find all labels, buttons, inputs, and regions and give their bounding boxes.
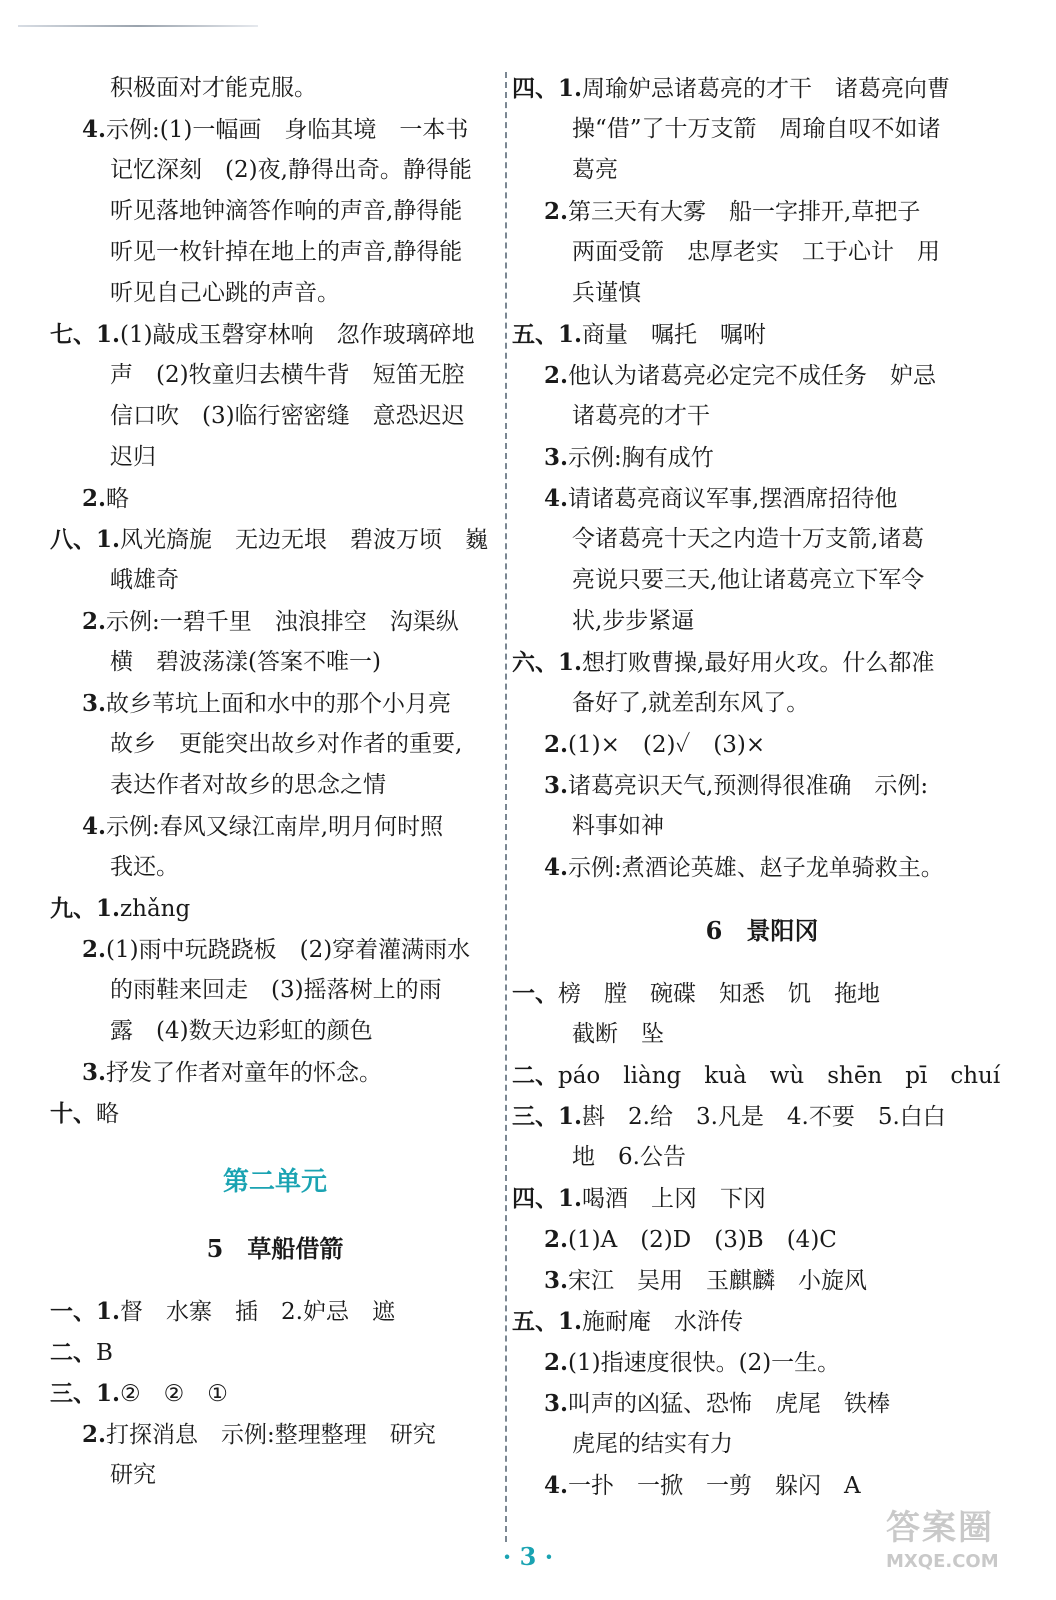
- question-number: 4.: [544, 485, 569, 512]
- left-answer-list: [50, 68, 500, 1134]
- answer-text: 他认为诸葛亮必定完不成任务 妒忌: [568, 363, 937, 389]
- answer-text: 虎尾的结实有力: [572, 1431, 733, 1457]
- watermark-logo: 答案圈: [886, 1508, 994, 1548]
- answer-text: 周瑜妒忌诸葛亮的才干 诸葛亮向曹: [582, 76, 951, 102]
- answer-line: [50, 724, 500, 765]
- answer-line: [512, 1219, 1012, 1260]
- answer-line: [50, 1291, 500, 1332]
- question-number: 四、1.: [512, 75, 583, 102]
- answer-line: [512, 150, 1012, 191]
- lesson5-answer-list: [50, 1291, 500, 1496]
- answer-text: 故乡苇坑上面和水中的那个小月亮: [106, 691, 452, 717]
- answer-text: 斟 2.给 3.凡是 4.不要 5.白白: [582, 1104, 946, 1130]
- column-divider: [505, 72, 507, 1542]
- answer-text: 听见一枚针掉在地上的声音,静得能: [110, 239, 463, 265]
- answer-line: [50, 560, 500, 601]
- answer-line: [512, 560, 1012, 601]
- answer-line: [512, 314, 1012, 355]
- answer-line: [50, 109, 500, 150]
- answer-text: 示例:一碧千里 浊浪排空 沟渠纵: [106, 609, 459, 635]
- answer-text: (1)指速度很快。(2)一生。: [568, 1350, 841, 1376]
- question-number: 3.: [544, 772, 569, 799]
- answer-text: 横 碧波荡漾(答案不唯一): [110, 649, 381, 675]
- answer-text: 故乡 更能突出故乡对作者的重要,: [110, 731, 463, 757]
- answer-text: 记忆深刻 (2)夜,静得出奇。静得能: [110, 157, 472, 183]
- question-number: 4.: [82, 813, 107, 840]
- answer-text: 喝酒 上冈 下冈: [582, 1186, 767, 1212]
- answer-line: [512, 973, 1012, 1014]
- question-number: 三、1.: [50, 1380, 121, 1407]
- answer-line: [512, 396, 1012, 437]
- unit-title: 第二单元: [222, 1167, 327, 1197]
- question-number: 2.: [82, 936, 107, 963]
- answer-line: [512, 232, 1012, 273]
- answer-text: 备好了,就差刮东风了。: [572, 690, 810, 716]
- answer-text: (1)雨中玩跷跷板 (2)穿着灌满雨水: [106, 937, 471, 963]
- answer-line: [50, 1414, 500, 1455]
- question-number: 2.: [544, 362, 569, 389]
- question-number: 2.: [82, 485, 107, 512]
- answer-line: [50, 847, 500, 888]
- answer-text: 听见落地钟滴答作响的声音,静得能: [110, 198, 463, 224]
- answer-text: 示例:煮酒论英雄、赵子龙单骑救主。: [568, 855, 944, 881]
- question-number: 3.: [544, 444, 569, 471]
- question-number: 九、1.: [50, 895, 121, 922]
- answer-line: [512, 1301, 1012, 1342]
- answer-text: 示例:(1)一幅画 身临其境 一本书: [106, 117, 469, 143]
- answer-text: 我还。: [110, 854, 179, 880]
- answer-line: [512, 437, 1012, 478]
- answer-line: [50, 396, 500, 437]
- answer-text: 的雨鞋来回走 (3)摇落树上的雨: [110, 977, 442, 1003]
- answer-line: [50, 806, 500, 847]
- answer-text: 迟归: [110, 444, 156, 470]
- question-number: 2.: [82, 608, 107, 635]
- right-answer-list: [512, 68, 1012, 888]
- question-number: 2.: [544, 731, 569, 758]
- answer-text: 令诸葛亮十天之内造十万支箭,诸葛: [572, 526, 925, 552]
- lesson6-answer-list: [512, 973, 1012, 1506]
- answer-line: [512, 1342, 1012, 1383]
- right-column: [512, 68, 1012, 1506]
- answer-text: 请诸葛亮商议军事,摆酒席招待他: [568, 486, 898, 512]
- answer-text: páo liàng kuà wù shēn pī chuí: [558, 1063, 1001, 1089]
- question-number: 3.: [544, 1390, 569, 1417]
- answer-text: 抒发了作者对童年的怀念。: [106, 1060, 383, 1086]
- answer-line: [50, 601, 500, 642]
- answer-text: 打探消息 示例:整理整理 研究: [106, 1422, 436, 1448]
- answer-text: 操“借”了十万支箭 周瑜自叹不如诸: [572, 116, 941, 142]
- question-number: 三、1.: [512, 1103, 583, 1130]
- answer-line: [50, 1332, 500, 1373]
- answer-text: 峨雄奇: [110, 567, 179, 593]
- answer-text: 亮说只要三天,他让诸葛亮立下军令: [572, 567, 925, 593]
- answer-text: 诸葛亮的才干: [572, 403, 710, 429]
- answer-text: 诸葛亮识天气,预测得很准确 示例:: [568, 773, 929, 799]
- answer-line: [512, 1424, 1012, 1465]
- answer-text: 声 (2)牧童归去横牛背 短笛无腔: [110, 362, 465, 388]
- answer-line: [50, 1052, 500, 1093]
- answer-line: [512, 765, 1012, 806]
- answer-text: 督 水寨 插 2.妒忌 遮: [120, 1299, 395, 1325]
- answer-line: [50, 68, 500, 109]
- answer-text: 积极面对才能克服。: [110, 75, 317, 101]
- answer-line: [512, 1178, 1012, 1219]
- answer-text: 兵谨慎: [572, 280, 641, 306]
- answer-text: 第三天有大雾 船一字排开,草把子: [568, 199, 921, 225]
- answer-line: [50, 273, 500, 314]
- answer-text: B: [96, 1340, 113, 1366]
- question-number: 四、1.: [512, 1185, 583, 1212]
- answer-line: [512, 355, 1012, 396]
- lesson6-title: 6 景阳冈: [705, 916, 819, 945]
- question-number: 二、: [512, 1062, 558, 1089]
- answer-line: [512, 519, 1012, 560]
- answer-text: 状,步步紧逼: [572, 608, 695, 634]
- answer-line: [50, 314, 500, 355]
- answer-text: zhǎng: [120, 896, 191, 922]
- answer-line: [50, 355, 500, 396]
- answer-line: [50, 929, 500, 970]
- answer-line: [512, 642, 1012, 683]
- question-number: 六、1.: [512, 649, 583, 676]
- answer-line: [50, 970, 500, 1011]
- answer-text: 略: [106, 486, 130, 512]
- answer-line: [512, 1096, 1012, 1137]
- answer-text: 略: [96, 1101, 119, 1127]
- answer-line: [50, 437, 500, 478]
- question-number: 一、1.: [50, 1298, 121, 1325]
- answer-text: 听见自己心跳的声音。: [110, 280, 340, 306]
- question-number: 4.: [82, 116, 107, 143]
- answer-text: 截断 坠: [572, 1021, 664, 1047]
- answer-text: 宋江 吴用 玉麒麟 小旋风: [568, 1268, 868, 1294]
- answer-line: [512, 847, 1012, 888]
- answer-line: [512, 273, 1012, 314]
- question-number: 3.: [544, 1267, 569, 1294]
- answer-line: [512, 724, 1012, 765]
- answer-text: 示例:胸有成竹: [568, 445, 714, 471]
- answer-text: 想打败曹操,最好用火攻。什么都准: [582, 650, 935, 676]
- question-number: 一、: [512, 980, 558, 1007]
- question-number: 2.: [82, 1421, 107, 1448]
- answer-text: 施耐庵 水浒传: [582, 1309, 744, 1335]
- question-number: 八、1.: [50, 526, 121, 553]
- answer-text: 料事如神: [572, 813, 664, 839]
- answer-text: 商量 嘱托 嘱咐: [582, 322, 767, 348]
- page-number-value: 3: [519, 1542, 537, 1571]
- answer-text: 叫声的凶猛、恐怖 虎尾 铁棒: [568, 1391, 891, 1417]
- answer-line: [50, 1373, 500, 1414]
- question-number: 二、: [50, 1339, 96, 1366]
- answer-line: [50, 191, 500, 232]
- answer-line: [512, 68, 1012, 109]
- answer-line: [512, 109, 1012, 150]
- answer-text: (1)敲成玉磬穿林响 忽作玻璃碎地: [120, 322, 475, 348]
- answer-line: [512, 1014, 1012, 1055]
- answer-text: 示例:春风又绿江南岸,明月何时照: [106, 814, 444, 840]
- answer-line: [50, 1011, 500, 1052]
- answer-line: [50, 888, 500, 929]
- answer-line: [50, 1455, 500, 1496]
- answer-line: [50, 1093, 500, 1134]
- question-number: 2.: [544, 1349, 569, 1376]
- answer-line: [512, 1055, 1012, 1096]
- question-number: 2.: [544, 1226, 569, 1253]
- answer-text: 信口吹 (3)临行密密缝 意恐迟迟: [110, 403, 465, 429]
- answer-line: [50, 150, 500, 191]
- answer-line: [512, 1137, 1012, 1178]
- question-number: 4.: [544, 1472, 569, 1499]
- answer-text: 一扑 一掀 一剪 躲闪 A: [568, 1473, 861, 1499]
- top-rule: [18, 25, 258, 27]
- answer-text: ② ② ①: [120, 1381, 228, 1407]
- question-number: 3.: [82, 1059, 107, 1086]
- answer-text: 榜 膛 碗碟 知悉 饥 拖地: [558, 981, 880, 1007]
- answer-text: (1)× (2)✓ (3)×: [568, 732, 766, 758]
- answer-text: (1)A (2)D (3)B (4)C: [568, 1227, 837, 1253]
- answer-text: 风光旖旎 无边无垠 碧波万顷 巍: [120, 527, 489, 553]
- answer-line: [50, 765, 500, 806]
- answer-text: 葛亮: [572, 157, 618, 183]
- answer-text: 表达作者对故乡的思念之情: [110, 772, 386, 798]
- answer-text: 两面受箭 忠厚老实 工于心计 用: [572, 239, 940, 265]
- left-column: [50, 68, 500, 1496]
- page-number: · 3 ·: [502, 1542, 554, 1571]
- answer-line: [50, 642, 500, 683]
- question-number: 4.: [544, 854, 569, 881]
- watermark: [886, 1500, 1016, 1590]
- answer-line: [512, 683, 1012, 724]
- answer-line: [50, 519, 500, 560]
- answer-text: 地 6.公告: [572, 1144, 686, 1170]
- answer-line: [50, 683, 500, 724]
- question-number: 2.: [544, 198, 569, 225]
- question-number: 五、1.: [512, 321, 583, 348]
- question-number: 十、: [50, 1100, 96, 1127]
- watermark-url: MXQE.COM: [886, 1551, 999, 1572]
- question-number: 五、1.: [512, 1308, 583, 1335]
- answer-line: [512, 806, 1012, 847]
- answer-text: 研究: [110, 1462, 156, 1488]
- answer-line: [512, 1383, 1012, 1424]
- answer-line: [50, 232, 500, 273]
- answer-line: [512, 1260, 1012, 1301]
- question-number: 3.: [82, 690, 107, 717]
- answer-line: [50, 478, 500, 519]
- answer-text: 露 (4)数天边彩虹的颜色: [110, 1018, 373, 1044]
- answer-line: [512, 601, 1012, 642]
- question-number: 七、1.: [50, 321, 121, 348]
- lesson5-title: 5 草船借箭: [206, 1234, 344, 1263]
- answer-line: [512, 478, 1012, 519]
- answer-line: [512, 191, 1012, 232]
